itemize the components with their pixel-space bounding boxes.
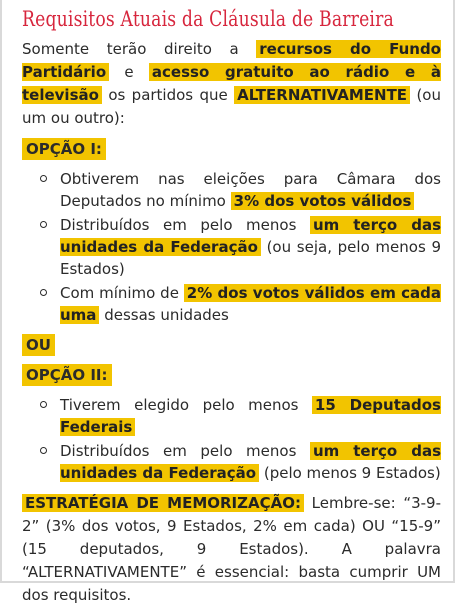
highlight-fundo-partidario: recursos do Fundo Partidário [22, 40, 441, 81]
option-1-label: OPÇÃO I: [22, 138, 106, 160]
item-text: Com mínimo de [60, 284, 179, 302]
option-2-header [22, 364, 441, 386]
circle-bullet-icon [40, 221, 47, 228]
item-text: Distribuídos em pelo menos [60, 216, 297, 234]
list-item [38, 440, 441, 484]
or-label: OU [22, 334, 55, 356]
or-separator [22, 334, 441, 356]
option-2-list [22, 394, 441, 484]
item-highlight: um terço das unidades da Federação [60, 216, 441, 256]
item-highlight: 15 Deputados Federais [60, 396, 441, 436]
intro-text-3: os partidos que [108, 86, 228, 104]
intro-text-1: Somente terão direito a [22, 40, 239, 58]
item-text-post: (ou seja, pelo menos 9 Estados) [60, 238, 441, 278]
circle-bullet-icon [40, 447, 47, 454]
highlight-alternativamente: ALTERNATIVAMENTE [234, 86, 410, 104]
circle-bullet-icon [40, 175, 47, 182]
list-item [38, 282, 441, 326]
intro-text-4: (ou um ou outro): [22, 86, 441, 127]
item-highlight: 2% dos votos válidos em cada uma [60, 284, 441, 324]
memorization-strategy [22, 492, 441, 607]
option-1-header [22, 138, 441, 160]
list-item [38, 214, 441, 280]
circle-bullet-icon [40, 289, 47, 296]
item-text: Obtiverem nas eleições para Câmara dos Deputados no mínimo [60, 170, 441, 210]
page-title: Requisitos Atuais da Cláusula de Barreira [22, 7, 394, 31]
option-1-list [22, 168, 441, 326]
item-text: Distribuídos em pelo menos [60, 442, 297, 460]
strategy-text: Lembre-se: “3-9-2” (3% dos votos, 9 Estados, 2% em cada) OU “15-9” (15 deputados, 9 Estados). A palavra “ALTERNATIVAMENTE” é essencial: basta cumprir UM dos requisitos. [22, 494, 441, 604]
circle-bullet-icon [40, 401, 47, 408]
item-text-post: (pelo menos 9 Estados) [263, 464, 441, 482]
intro-text-2: e [124, 63, 134, 81]
item-text-post: dessas unidades [104, 306, 229, 324]
option-2-label: OPÇÃO II: [22, 364, 112, 386]
list-item [38, 168, 441, 212]
item-highlight: 3% dos votos válidos [231, 192, 415, 210]
strategy-label: ESTRATÉGIA DE MEMORIZAÇÃO: [22, 494, 304, 512]
list-item [38, 394, 441, 438]
intro-paragraph [22, 38, 441, 130]
highlight-radio-tv: acesso gratuito ao rádio e à televisão [22, 63, 441, 104]
item-highlight: um terço das unidades da Federação [60, 442, 441, 482]
item-text: Tiverem elegido pelo menos [60, 396, 299, 414]
